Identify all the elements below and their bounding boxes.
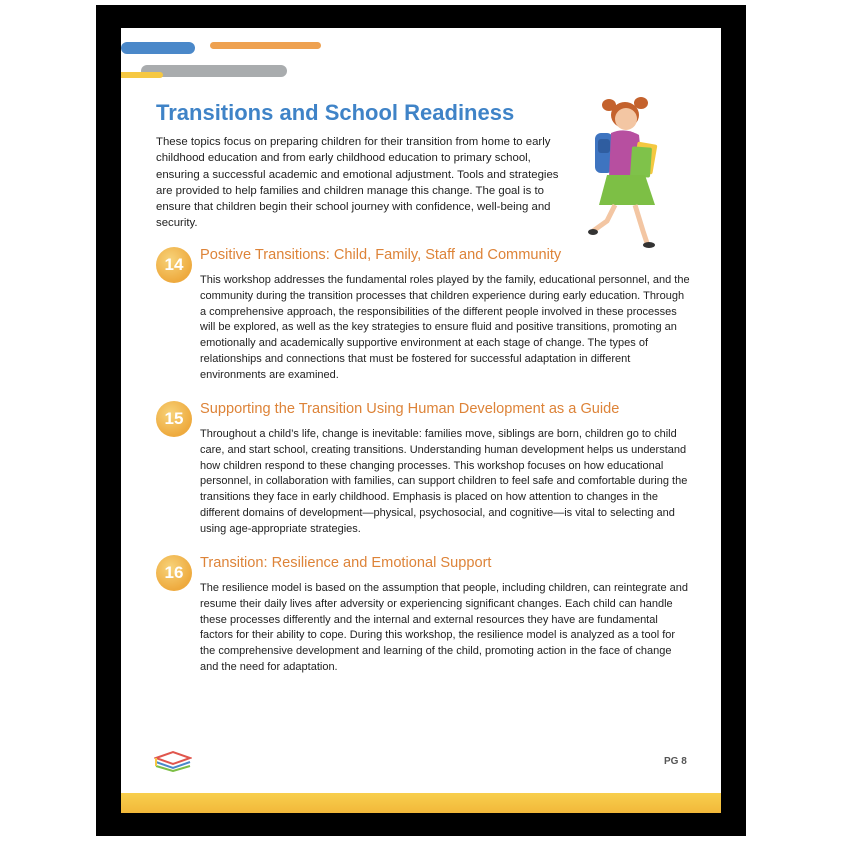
page-title: Transitions and School Readiness: [156, 100, 515, 125]
decor-bar-orange: [210, 42, 321, 49]
section-number-badge: 14: [156, 247, 192, 283]
section-title: Positive Transitions: Child, Family, Staff and Community: [200, 247, 562, 263]
intro-paragraph: These topics focus on preparing children for their transition from home to early childhood education and from early childhood education to primary school, ensuring a successful academic and emotional adjustment. Tools and strategies are provided to help families and children manage this change. The goal is to ensure that children begin their school journey with confidence, well-being and security.: [156, 136, 559, 230]
section-body: The resilience model is based on the assumption that people, including children, can reintegrate and resume their daily lives after adversity or experiencing significant changes. Each child can handle these processes differently and the internal and external resources they have are fundamental factors for their ability to cope. During this workshop, the resilience model is analyzed as a tool for the comprehensive development and learning of the child, promoting action in the face of change and the need for adaptation.: [200, 582, 688, 673]
footer-band: [121, 793, 721, 813]
stacked-books-logo: [154, 750, 192, 772]
section-number-badge: 15: [156, 401, 192, 437]
decor-bar-blue: [121, 42, 195, 54]
section-title: Supporting the Transition Using Human Development as a Guide: [200, 401, 620, 417]
girl-with-backpack-illustration: [587, 93, 671, 258]
section-number-badge: 16: [156, 555, 192, 591]
decor-bar-yellow: [121, 72, 163, 78]
section-body: Throughout a child’s life, change is inevitable: families move, siblings are born, children go to child care, and start school, creating transitions. Understanding human development helps us understand how children respond to these changing processes. This workshop focuses on how educational personnel, in collaboration with families, can support children to feel safe and comfortable during the transitions they face in early childhood. Emphasis is placed on how attention to changes in the different domains of development—physical, psychosocial, and cognitive—is vital to selecting and using age-appropriate strategies.: [200, 428, 688, 535]
page-number: PG 8: [664, 756, 687, 767]
section-title: Transition: Resilience and Emotional Support: [200, 555, 492, 571]
document-page: [121, 28, 721, 813]
section-body: This workshop addresses the fundamental roles played by the family, educational personnel, and the community during the transition processes that children experience during early education. Through a comprehensive approach, the responsibilities of the different people involved in these processes will be explored, as well as the key strategies to ensure fluid and positive transitions, promoting an emotionally and academically supportive environment at each stage of change. The types of relationships and connections that must be fostered for successful adaptation in different environments are examined.: [200, 274, 690, 381]
